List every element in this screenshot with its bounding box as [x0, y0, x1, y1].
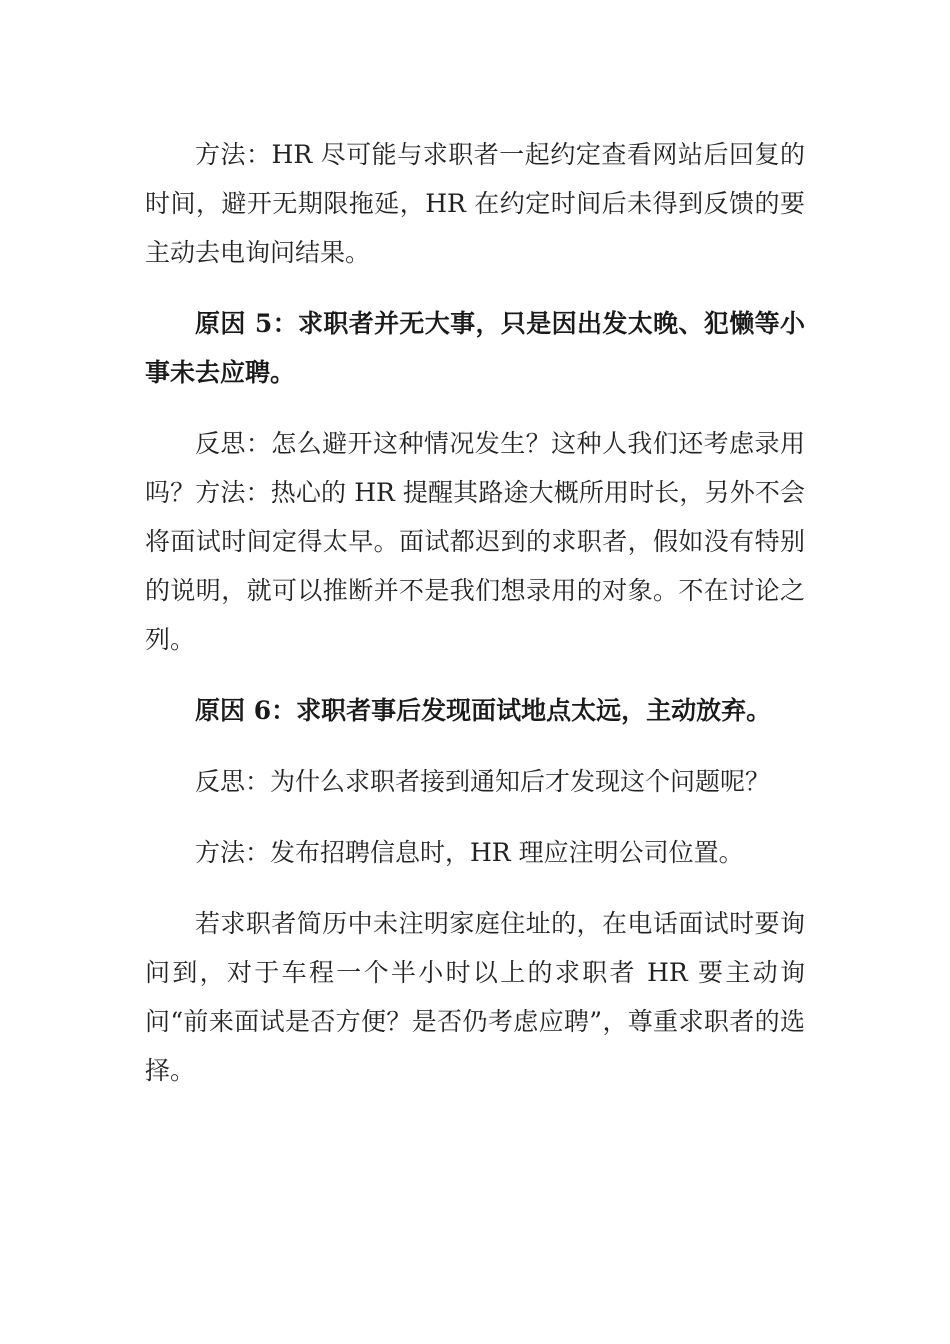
method-paragraph: 方法：发布招聘信息时，HR 理应注明公司位置。: [195, 838, 744, 867]
reflection-paragraph: 反思：怎么避开这种情况发生？这种人我们还考虑录用吗？方法：热心的 HR 提醒其路途大概所用时长，另外不会将面试时间定得太早。面试都迟到的求职者，假如没有特别的说明，就可以推断并不是我们想录用的对象。不在讨论之列。: [145, 429, 805, 654]
method-paragraph: 方法：HR 尽可能与求职者一起约定查看网站后回复的时间，避开无期限拖延，HR 在约定时间后未得到反馈的要主动去电询问结果。: [145, 140, 805, 267]
reason-5-heading: 原因 5：求职者并无大事，只是因出发太晚、犯懒等小事未去应聘。: [145, 309, 805, 387]
body-paragraph: 若求职者简历中未注明家庭住址的，在电话面试时要询问到，对于车程一个半小时以上的求职者 HR 要主动询问“前来面试是否方便？是否仍考虑应聘”，尊重求职者的选择。: [145, 909, 805, 1085]
reflection-paragraph: 反思：为什么求职者接到通知后才发现这个问题呢？: [195, 767, 771, 796]
reason-6-heading: 原因 6：求职者事后发现面试地点太远，主动放弃。: [195, 696, 772, 725]
document-body: [145, 130, 805, 1117]
